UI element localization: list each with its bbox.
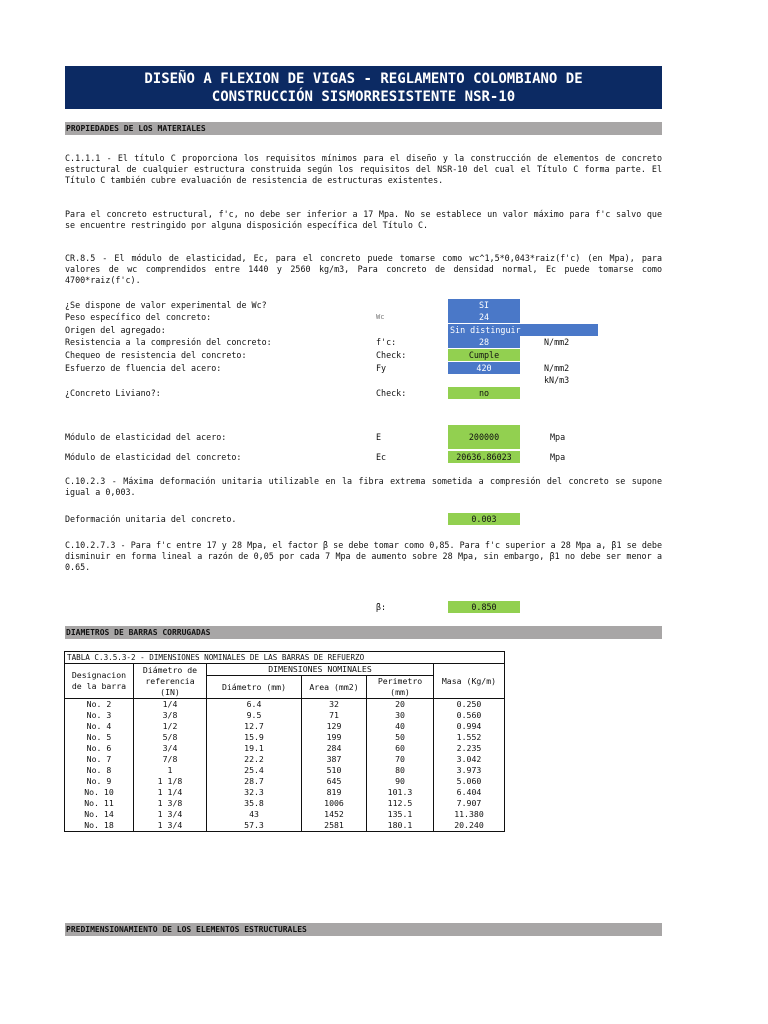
table-row: [65, 743, 505, 754]
table-cell: 0.994: [434, 721, 505, 732]
table-cell: 129: [302, 721, 367, 732]
symbol-check-2: Check:: [376, 388, 407, 398]
label-esfuerzo-fluencia: Esfuerzo de fluencia del acero:: [65, 363, 222, 373]
table-row: [65, 798, 505, 809]
table-cell: 80: [367, 765, 434, 776]
label-resistencia-compresion: Resistencia a la compresión del concreto:: [65, 337, 272, 347]
table-cell: 510: [302, 765, 367, 776]
table-cell: 1 3/8: [134, 798, 207, 809]
label-peso-especifico: Peso específico del concreto:: [65, 312, 212, 322]
value-peso-especifico[interactable]: 24: [448, 311, 520, 323]
unit-fy: N/mm2: [544, 363, 570, 373]
table-cell: No. 11: [65, 798, 134, 809]
table-cell: 7.907: [434, 798, 505, 809]
page-title: [65, 66, 662, 109]
table-cell: 5.060: [434, 776, 505, 787]
table-cell: 1/4: [134, 699, 207, 711]
table-row: [65, 765, 505, 776]
table-cell: 20: [367, 699, 434, 711]
header-area: Area (mm2): [302, 676, 367, 699]
table-cell: No. 8: [65, 765, 134, 776]
value-resistencia-compresion[interactable]: 28: [448, 336, 520, 348]
table-cell: No. 18: [65, 820, 134, 832]
table-cell: 35.8: [207, 798, 302, 809]
paragraph-c111: C.1.1.1 - El título C proporciona los requisitos mínimos para el diseño y la construcción de elementos de concreto estructural de cualquier estructura construida según los requisitos del NSR-10 del cual el Título C forma parte. El Título C también cubre evaluación de resistencia de estructuras existentes.: [65, 153, 662, 185]
table-cell: 90: [367, 776, 434, 787]
value-origen-agregado[interactable]: Sin distinguir: [448, 324, 598, 336]
table-cell: 284: [302, 743, 367, 754]
table-row: [65, 787, 505, 798]
table-cell: 32.3: [207, 787, 302, 798]
header-designacion: Designacion de la barra: [65, 664, 134, 699]
table-cell: No. 14: [65, 809, 134, 820]
table-cell: 1 3/4: [134, 820, 207, 832]
header-perimetro: Perimetro (mm): [367, 676, 434, 699]
table-cell: 0.250: [434, 699, 505, 711]
table-row: [65, 809, 505, 820]
label-origen-agregado: Origen del agregado:: [65, 325, 166, 335]
table-cell: 30: [367, 710, 434, 721]
table-cell: 12.7: [207, 721, 302, 732]
symbol-fc: f'c:: [376, 337, 397, 347]
table-cell: 6.404: [434, 787, 505, 798]
table-cell: 2581: [302, 820, 367, 832]
table-cell: No. 9: [65, 776, 134, 787]
value-modulo-acero: 200000: [448, 425, 520, 449]
table-cell: 1 3/4: [134, 809, 207, 820]
table-cell: 71: [302, 710, 367, 721]
table-row: [65, 776, 505, 787]
table-cell: 15.9: [207, 732, 302, 743]
table-cell: 135.1: [367, 809, 434, 820]
label-modulo-concreto: Módulo de elasticidad del concreto:: [65, 452, 242, 462]
header-diametro-ref: Diámetro de referencia (IN): [134, 664, 207, 699]
table-cell: No. 7: [65, 754, 134, 765]
table-cell: 3.973: [434, 765, 505, 776]
table-cell: 19.1: [207, 743, 302, 754]
table-cell: 387: [302, 754, 367, 765]
bar-rows: [65, 699, 505, 832]
value-esfuerzo-fluencia[interactable]: 420: [448, 362, 520, 374]
table-cell: 819: [302, 787, 367, 798]
table-cell: 3.042: [434, 754, 505, 765]
table-cell: No. 2: [65, 699, 134, 711]
table-cell: 22.2: [207, 754, 302, 765]
table-cell: No. 6: [65, 743, 134, 754]
table-cell: 180.1: [367, 820, 434, 832]
table-cell: 50: [367, 732, 434, 743]
symbol-ec: Ec: [376, 452, 387, 462]
paragraph-fc-limit: Para el concreto estructural, f'c, no debe ser inferior a 17 Mpa. No se establece un valor máximo para f'c salvo que se encuentre restringido por alguna disposición específica del Título C.: [65, 209, 662, 230]
table-cell: 32: [302, 699, 367, 711]
symbol-e: E: [376, 432, 382, 442]
table-row: [65, 754, 505, 765]
label-chequeo-resistencia: Chequeo de resistencia del concreto:: [65, 350, 247, 360]
header-diametro: Diámetro (mm): [207, 676, 302, 699]
table-cell: 3/8: [134, 710, 207, 721]
label-deformacion-unitaria: Deformación unitaria del concreto.: [65, 514, 237, 524]
table-cell: 199: [302, 732, 367, 743]
table-cell: 2.235: [434, 743, 505, 754]
unit-mpa-1: Mpa: [550, 432, 566, 442]
table-cell: 0.560: [434, 710, 505, 721]
unit-fc: N/mm2: [544, 337, 570, 347]
table-cell: 1 1/4: [134, 787, 207, 798]
label-wc-experimental: ¿Se dispone de valor experimental de Wc?: [65, 300, 267, 310]
table-cell: 43: [207, 809, 302, 820]
label-modulo-acero: Módulo de elasticidad del acero:: [65, 432, 227, 442]
section-header-predimensionamiento: PREDIMENSIONAMIENTO DE LOS ELEMENTOS ESTRUCTURALES: [65, 923, 662, 936]
table-cell: 1 1/8: [134, 776, 207, 787]
table-row: [65, 710, 505, 721]
table-cell: 40: [367, 721, 434, 732]
header-dimensiones-nominales: DIMENSIONES NOMINALES: [207, 664, 434, 676]
unit-kn-m3: kN/m3: [544, 375, 570, 385]
section-header-bars: DIAMETROS DE BARRAS CORRUGADAS: [65, 626, 662, 639]
title-line-2: CONSTRUCCIÓN SISMORRESISTENTE NSR-10: [211, 89, 516, 105]
table-cell: No. 4: [65, 721, 134, 732]
table-cell: 1/2: [134, 721, 207, 732]
unit-mpa-2: Mpa: [550, 452, 566, 462]
header-masa: Masa (Kg/m): [434, 664, 505, 699]
table-cell: 57.3: [207, 820, 302, 832]
bar-dimensions-table: [64, 651, 505, 832]
table-cell: No. 3: [65, 710, 134, 721]
value-chequeo-resistencia: Cumple: [448, 349, 520, 361]
table-cell: 645: [302, 776, 367, 787]
table-row: [65, 820, 505, 832]
table-cell: 11.380: [434, 809, 505, 820]
table-cell: 20.240: [434, 820, 505, 832]
table-cell: 7/8: [134, 754, 207, 765]
label-concreto-liviano: ¿Concreto Liviano?:: [65, 388, 161, 398]
table-row: [65, 699, 505, 711]
table-cell: 60: [367, 743, 434, 754]
symbol-wc: Wc: [376, 313, 385, 321]
symbol-fy: Fy: [376, 363, 387, 373]
table-cell: 112.5: [367, 798, 434, 809]
value-modulo-concreto: 20636.86023: [448, 451, 520, 463]
table-cell: 9.5: [207, 710, 302, 721]
table-row: [65, 721, 505, 732]
table-cell: 101.3: [367, 787, 434, 798]
table-cell: 3/4: [134, 743, 207, 754]
table-cell: No. 10: [65, 787, 134, 798]
table-cell: 28.7: [207, 776, 302, 787]
table-row: [65, 732, 505, 743]
table-cell: 5/8: [134, 732, 207, 743]
value-beta: 0.850: [448, 601, 520, 613]
table-cell: No. 5: [65, 732, 134, 743]
symbol-beta: β:: [376, 602, 387, 612]
table-cell: 1: [134, 765, 207, 776]
table-cell: 25.4: [207, 765, 302, 776]
table-cell: 70: [367, 754, 434, 765]
value-wc-experimental[interactable]: SI: [448, 299, 520, 311]
title-line-1: DISEÑO A FLEXION DE VIGAS - REGLAMENTO COLOMBIANO DE: [144, 71, 583, 87]
table-caption: TABLA C.3.5.3-2 - DIMENSIONES NOMINALES DE LAS BARRAS DE REFUERZO: [65, 652, 505, 664]
table-cell: 1006: [302, 798, 367, 809]
paragraph-c10273: C.10.2.7.3 - Para f'c entre 17 y 28 Mpa, el factor β se debe tomar como 0,85. Para f'c superior a 28 Mpa a, β1 se debe disminuir en forma lineal a razón de 0,05 por cada 7 Mpa de aumento sobre 28 Mpa, sin embargo, β1 no debe ser menor a 0.65.: [65, 540, 662, 572]
value-concreto-liviano: no: [448, 387, 520, 399]
table-cell: 1.552: [434, 732, 505, 743]
paragraph-c1023: C.10.2.3 - Máxima deformación unitaria utilizable en la fibra extrema sometida a compresión del concreto se supone igual a 0,003.: [65, 476, 662, 497]
symbol-check-1: Check:: [376, 350, 407, 360]
section-header-materials: PROPIEDADES DE LOS MATERIALES: [65, 122, 662, 135]
table-cell: 1452: [302, 809, 367, 820]
table-cell: 6.4: [207, 699, 302, 711]
value-deformacion-unitaria: 0.003: [448, 513, 520, 525]
paragraph-cr85: CR.8.5 - El módulo de elasticidad, Ec, para el concreto puede tomarse como wc^1,5*0,043*raiz(f'c) (en Mpa), para valores de wc comprendidos entre 1440 y 2560 kg/m3, Para concreto de densidad normal, Ec puede tomarse como 4700*raiz(f'c).: [65, 253, 662, 285]
